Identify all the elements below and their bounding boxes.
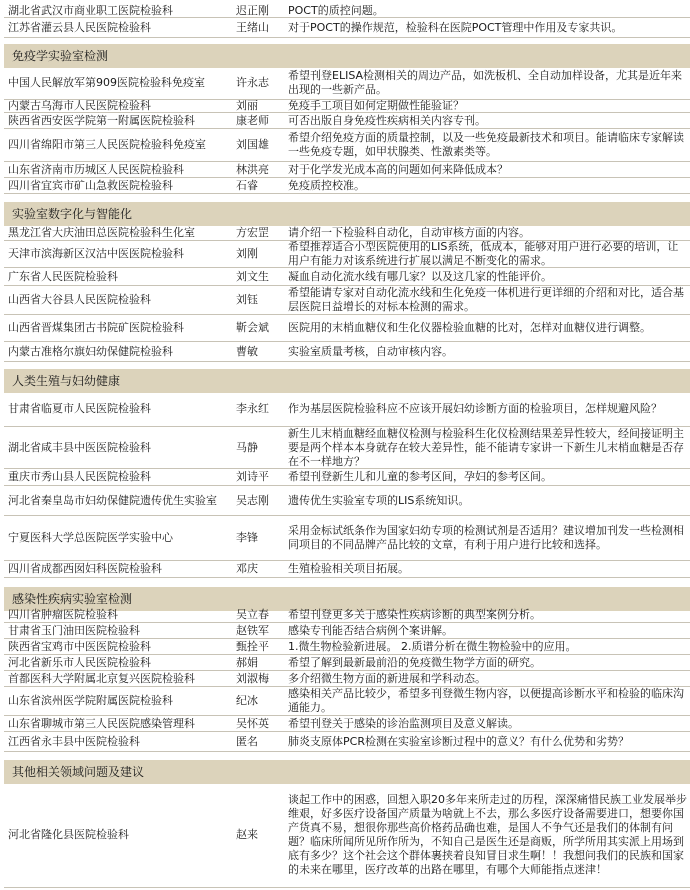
person-name-cell: 刘国雄 — [236, 138, 269, 151]
question-cell: 多介绍微生物方面的新进展和学科动态。 — [288, 671, 486, 685]
institution-cell: 河北省秦皇岛市妇幼保健院遗传优生实验室 — [8, 493, 217, 507]
section-header: 其他相关领域问题及建议 — [4, 760, 690, 784]
person-name-cell: 刘文生 — [236, 269, 269, 283]
person-name-cell: 迟正刚 — [236, 4, 269, 17]
person-name-cell: 刘诗平 — [236, 470, 269, 483]
person-name-cell: 吴怀英 — [236, 716, 269, 730]
table-row — [4, 516, 690, 561]
institution-cell: 首都医科大学附属北京复兴医院检验科 — [8, 671, 195, 685]
person-name-cell: 李锋 — [236, 531, 258, 544]
table-row — [4, 315, 690, 342]
question-cell: 免疫质控校准。 — [288, 178, 365, 192]
question-cell: 感染相关产品比较少，希望多刊登微生物内容，以便提高诊断水平和检验的临床沟通能力。 — [288, 687, 684, 714]
person-name-cell: 吴志刚 — [236, 493, 269, 507]
table-row — [4, 392, 690, 427]
institution-cell: 江西省永丰县中医院检验科 — [8, 734, 140, 748]
question-cell: 采用金标试纸条作为国家妇幼专项的检测试剂是否适用？建议增加刊发一些检测相同项目的不同品牌产品比较的文章，有利于用户进行比较和选择。 — [288, 524, 684, 551]
institution-cell: 四川省绵阳市第三人民医院检验科免疫室 — [8, 138, 206, 151]
institution-cell: 河北省新乐市人民医院检验科 — [8, 655, 151, 669]
table-row — [4, 67, 690, 100]
table-row — [4, 268, 690, 286]
institution-cell: 广东省人民医院检验科 — [8, 269, 118, 283]
table-row — [4, 623, 690, 639]
institution-cell: 四川省宜宾市矿山急救医院检验科 — [8, 178, 173, 192]
institution-cell: 江苏省灌云县人民医院检验科 — [8, 21, 151, 34]
person-name-cell: 刘钰 — [236, 293, 258, 306]
question-cell: 遗传优生实验室专项的LIS系统知识。 — [288, 493, 470, 507]
person-name-cell: 林洪亮 — [236, 162, 269, 176]
person-name-cell: 方宏罡 — [236, 225, 269, 239]
institution-cell: 河北省隆化县医院检验科 — [8, 828, 129, 841]
question-cell: 希望推荐适合小型医院使用的LIS系统，低成本，能够对用户进行必要的培训，让用户有能力对该系统进行扩展以满足不断变化的需求。 — [288, 241, 679, 267]
question-cell: 希望刊登关于感染的诊治监测项目及意义解读。 — [288, 716, 519, 730]
table-row — [4, 427, 690, 469]
section-header: 免疫学实验室检测 — [4, 44, 690, 68]
question-cell: 免疫手工项目如何定期做性能验证？ — [288, 100, 464, 112]
institution-cell: 甘肃省玉门油田医院检验科 — [8, 623, 140, 637]
institution-cell: 山东省济南市历城区人民医院检验科 — [8, 162, 184, 176]
institution-cell: 内蒙古乌海市人民医院检验科 — [8, 100, 151, 112]
question-cell: 新生儿末梢血糖经血糖仪检测与检验科生化仪检测结果差异性较大，经间接证明主要是两个样本本身就存在较大差异性，能不能请专家讲一下新生儿末梢血糖是否存在不一样地方？ — [288, 427, 684, 468]
person-name-cell: 赵铁军 — [236, 623, 269, 637]
institution-cell: 陕西省宝鸡市中医医院检验科 — [8, 639, 151, 653]
section-header: 人类生殖与妇幼健康 — [4, 369, 690, 393]
person-name-cell: 吴立春 — [236, 607, 269, 621]
table-row — [4, 561, 690, 578]
question-cell: 谈起工作中的困惑，回想入职20多年来所走过的历程，深深痛惜民族工业发展举步维艰，好多医疗设备国产质量为啥就上不去，那么多医疗设备需要进口，想要你国产货真不易，想很你那些高价格药品确也难，是国人不争气还是我们的体制有问题？临床所闻所见所作所为，不知自己是医生还是商贩，所学所用其实派上用场到底有多少？这个社会这个群体裹挟着良知冒目求生啊！！我想问我们的民族和国家的未来在哪里，医疗改革的出路在哪里，有哪个大师能指点迷津！ — [288, 793, 687, 876]
table-row — [4, 671, 690, 687]
table-row — [4, 607, 690, 623]
question-cell: 医院用的末梢血糖仪和生化仪器检验血糖的比对，怎样对血糖仪进行调整。 — [288, 321, 651, 334]
question-cell: 对于化学发光成本高的问题如何来降低成本？ — [288, 162, 508, 176]
table-row — [4, 342, 690, 362]
person-name-cell: 靳会斌 — [236, 321, 269, 334]
institution-cell: 四川省成都西囡妇科医院检验科 — [8, 562, 162, 575]
person-name-cell: 刘刚 — [236, 247, 258, 260]
person-name-cell: 石睿 — [236, 178, 258, 192]
institution-cell: 山东省滨州医学院附属医院检验科 — [8, 694, 173, 707]
institution-cell: 甘肃省临夏市人民医院检验科 — [8, 402, 151, 415]
question-cell: 肺炎支原体PCR检测在实验室诊断过程中的意义？有什么优势和劣势？ — [288, 734, 629, 748]
person-name-cell: 李永红 — [236, 402, 269, 415]
table-row — [4, 113, 690, 129]
table-row — [4, 100, 690, 113]
question-cell: 希望能请专家对自动化流水线和生化免疫一体机进行更详细的介绍和对比，适合基层医院日益增长的对标本检测的需求。 — [288, 286, 684, 313]
table-row — [4, 716, 690, 732]
person-name-cell: 曹敏 — [236, 344, 258, 358]
institution-cell: 陕西省西安医学院第一附属医院检验科 — [8, 113, 195, 127]
question-cell: 请介绍一下检验科自动化，自动审核方面的内容。 — [288, 225, 530, 239]
table-row — [4, 162, 690, 178]
question-cell: POCT的质控问题。 — [288, 4, 384, 17]
question-cell: 感染专刊能否结合病例个案讲解。 — [288, 623, 453, 637]
institution-cell: 黑龙江省大庆油田总医院检验科生化室 — [8, 225, 195, 239]
table-row — [4, 655, 690, 671]
question-cell: 实验室质量考核，自动审核内容。 — [288, 344, 453, 358]
institution-cell: 四川省肿瘤医院检验科 — [8, 607, 118, 621]
question-cell: 作为基层医院检验科应不应该开展妇幼诊断方面的检验项目，怎样规避风险？ — [288, 402, 662, 415]
table-row — [4, 486, 690, 516]
table-row — [4, 19, 690, 38]
question-cell: 凝血自动化流水线有哪几家？以及这几家的性能评价。 — [288, 269, 552, 283]
table-row — [4, 241, 690, 268]
question-cell: 希望刊登ELISA检测相关的周边产品，如洗板机、全自动加样设备，尤其是近年来出现的一些新产品。 — [288, 69, 683, 96]
person-name-cell: 康老师 — [236, 113, 269, 127]
institution-cell: 天津市滨海新区汉沽中医医院检验科 — [8, 247, 184, 260]
question-cell: 可否出版自身免疫性疾病相关内容专刊。 — [288, 113, 486, 127]
person-name-cell: 刘丽 — [236, 100, 258, 112]
person-name-cell: 纪冰 — [236, 694, 258, 707]
table-row — [4, 469, 690, 486]
institution-cell: 中国人民解放军第909医院检验科免疫室 — [8, 76, 205, 89]
person-name-cell: 甄拴平 — [236, 639, 269, 653]
institution-cell: 山东省聊城市第三人民医院感染管理科 — [8, 716, 195, 730]
person-name-cell: 马静 — [236, 440, 258, 454]
question-cell: 希望刊登更多关于感染性疾病诊断的典型案例分析。 — [288, 607, 541, 621]
person-name-cell: 郝娟 — [236, 655, 258, 669]
question-cell: 对于POCT的操作规范，检验科在医院POCT管理中作用及专家共识。 — [288, 21, 623, 34]
institution-cell: 内蒙古准格尔旗妇幼保健院检验科 — [8, 344, 173, 358]
person-name-cell: 王绪山 — [236, 21, 269, 34]
person-name-cell: 刘淑梅 — [236, 671, 269, 685]
question-cell: 希望了解到最新最前沿的免疫微生物学方面的研究。 — [288, 655, 541, 669]
section-header: 感染性疾病实验室检测 — [4, 587, 690, 611]
question-cell: 希望介绍免疫方面的质量控制，以及一些免疫最新技术和项目。能请临床专家解读一些免疫专题，如甲状腺类、性激素类等。 — [288, 131, 684, 158]
person-name-cell: 赵来 — [236, 828, 258, 841]
institution-cell: 湖北省武汉市商业职工医院检验科 — [8, 4, 173, 17]
question-cell: 1.微生物检验新进展。 2.质谱分析在微生物检验中的应用。 — [288, 639, 577, 653]
table-row — [4, 225, 690, 241]
person-name-cell: 邓庆 — [236, 562, 258, 575]
institution-cell: 宁夏医科大学总医院医学实验中心 — [8, 531, 173, 544]
table-row — [4, 4, 690, 18]
table-row — [4, 783, 690, 888]
table-row — [4, 687, 690, 716]
institution-cell: 重庆市秀山县人民医院检验科 — [8, 470, 151, 483]
person-name-cell: 匿名 — [236, 734, 258, 748]
table-row — [4, 286, 690, 315]
table-row — [4, 732, 690, 752]
institution-cell: 山西省大谷县人民医院检验科 — [8, 293, 151, 306]
institution-cell: 湖北省咸丰县中医医院检验科 — [8, 440, 151, 454]
person-name-cell: 许永志 — [236, 76, 269, 89]
question-cell: 生殖检验相关项目拓展。 — [288, 562, 409, 575]
section-header: 实验室数字化与智能化 — [4, 202, 690, 226]
table-row — [4, 639, 690, 655]
table-row — [4, 178, 690, 194]
institution-cell: 山西省晋煤集团古书院矿医院检验科 — [8, 321, 184, 334]
table-row — [4, 129, 690, 162]
question-cell: 希望刊登新生儿和儿童的参考区间，孕妇的参考区间。 — [288, 470, 552, 483]
